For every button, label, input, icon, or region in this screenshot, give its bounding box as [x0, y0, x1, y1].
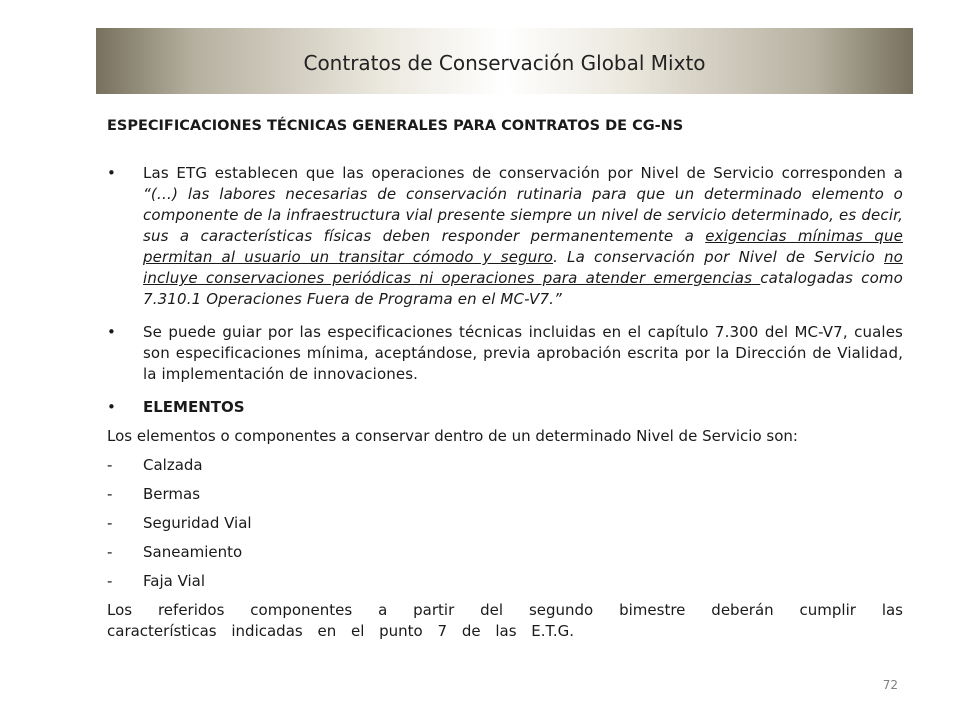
quote-text: catalogadas como 7.310.1 Operaciones Fuera de Programa en el MC-V7.”	[143, 269, 903, 308]
elements-intro: Los elementos o componentes a conservar dentro de un determinado Nivel de Servicio son:	[107, 427, 798, 445]
bullet-elements-heading	[107, 397, 903, 418]
section-heading: ESPECIFICACIONES TÉCNICAS GENERALES PARA CONTRATOS DE CG-NS	[107, 118, 684, 134]
elements-heading: ELEMENTOS	[143, 398, 245, 416]
bullet-text: Se puede guiar por las especificaciones técnicas incluidas en el capítulo 7.300 del MC-V7, cuales son especificaciones mínima, aceptándose, previa aprobación escrita por la Dirección de Vialidad, la implementación de innovaciones.	[143, 323, 903, 383]
underlined-quote-text: no incluye conservaciones periódicas ni operaciones para atender emergencias	[143, 248, 903, 287]
element-label: Saneamiento	[143, 543, 243, 561]
dash-marker: -	[107, 485, 113, 503]
bullet-etg-definition	[107, 163, 903, 310]
dash-marker: -	[107, 572, 113, 590]
list-item	[107, 455, 903, 476]
element-label: Faja Vial	[143, 572, 206, 590]
quote-text: . La conservación por Nivel de Servicio	[553, 248, 885, 266]
dash-marker: -	[107, 456, 113, 474]
dash-marker: -	[107, 514, 113, 532]
page-number: 72	[882, 678, 898, 692]
bullet-text-part: Las ETG establecen que las operaciones de conservación por Nivel de Servicio corresponden a	[143, 164, 903, 182]
list-item	[107, 571, 903, 592]
slide-title: Contratos de Conservación Global Mixto	[303, 51, 706, 75]
underlined-quote-text: exigencias mínimas que permitan al usuario un transitar cómodo y seguro	[143, 227, 903, 266]
bullet-technical-specs	[107, 322, 903, 385]
bullet-icon: •	[107, 398, 116, 416]
element-label: Seguridad Vial	[143, 514, 252, 532]
quote-text: “(…) las labores necesarias de conservación rutinaria para que un determinado elemento o componente de la infraestructura vial presente siempre un nivel de servicio determinado, es decir, sus a características físicas deben responder permanentemente a	[143, 185, 903, 245]
list-item	[107, 484, 903, 505]
bullet-icon: •	[107, 323, 116, 341]
title-banner	[96, 28, 913, 94]
element-label: Calzada	[143, 456, 203, 474]
dash-marker: -	[107, 543, 113, 561]
bullet-icon: •	[107, 164, 116, 182]
list-item	[107, 542, 903, 563]
list-item	[107, 513, 903, 534]
closing-paragraph: Los referidos componentes a partir del segundo bimestre deberán cumplir las características indicadas en el punto 7 de las E.T.G.	[107, 601, 903, 640]
element-label: Bermas	[143, 485, 201, 503]
slide-body	[107, 116, 903, 657]
